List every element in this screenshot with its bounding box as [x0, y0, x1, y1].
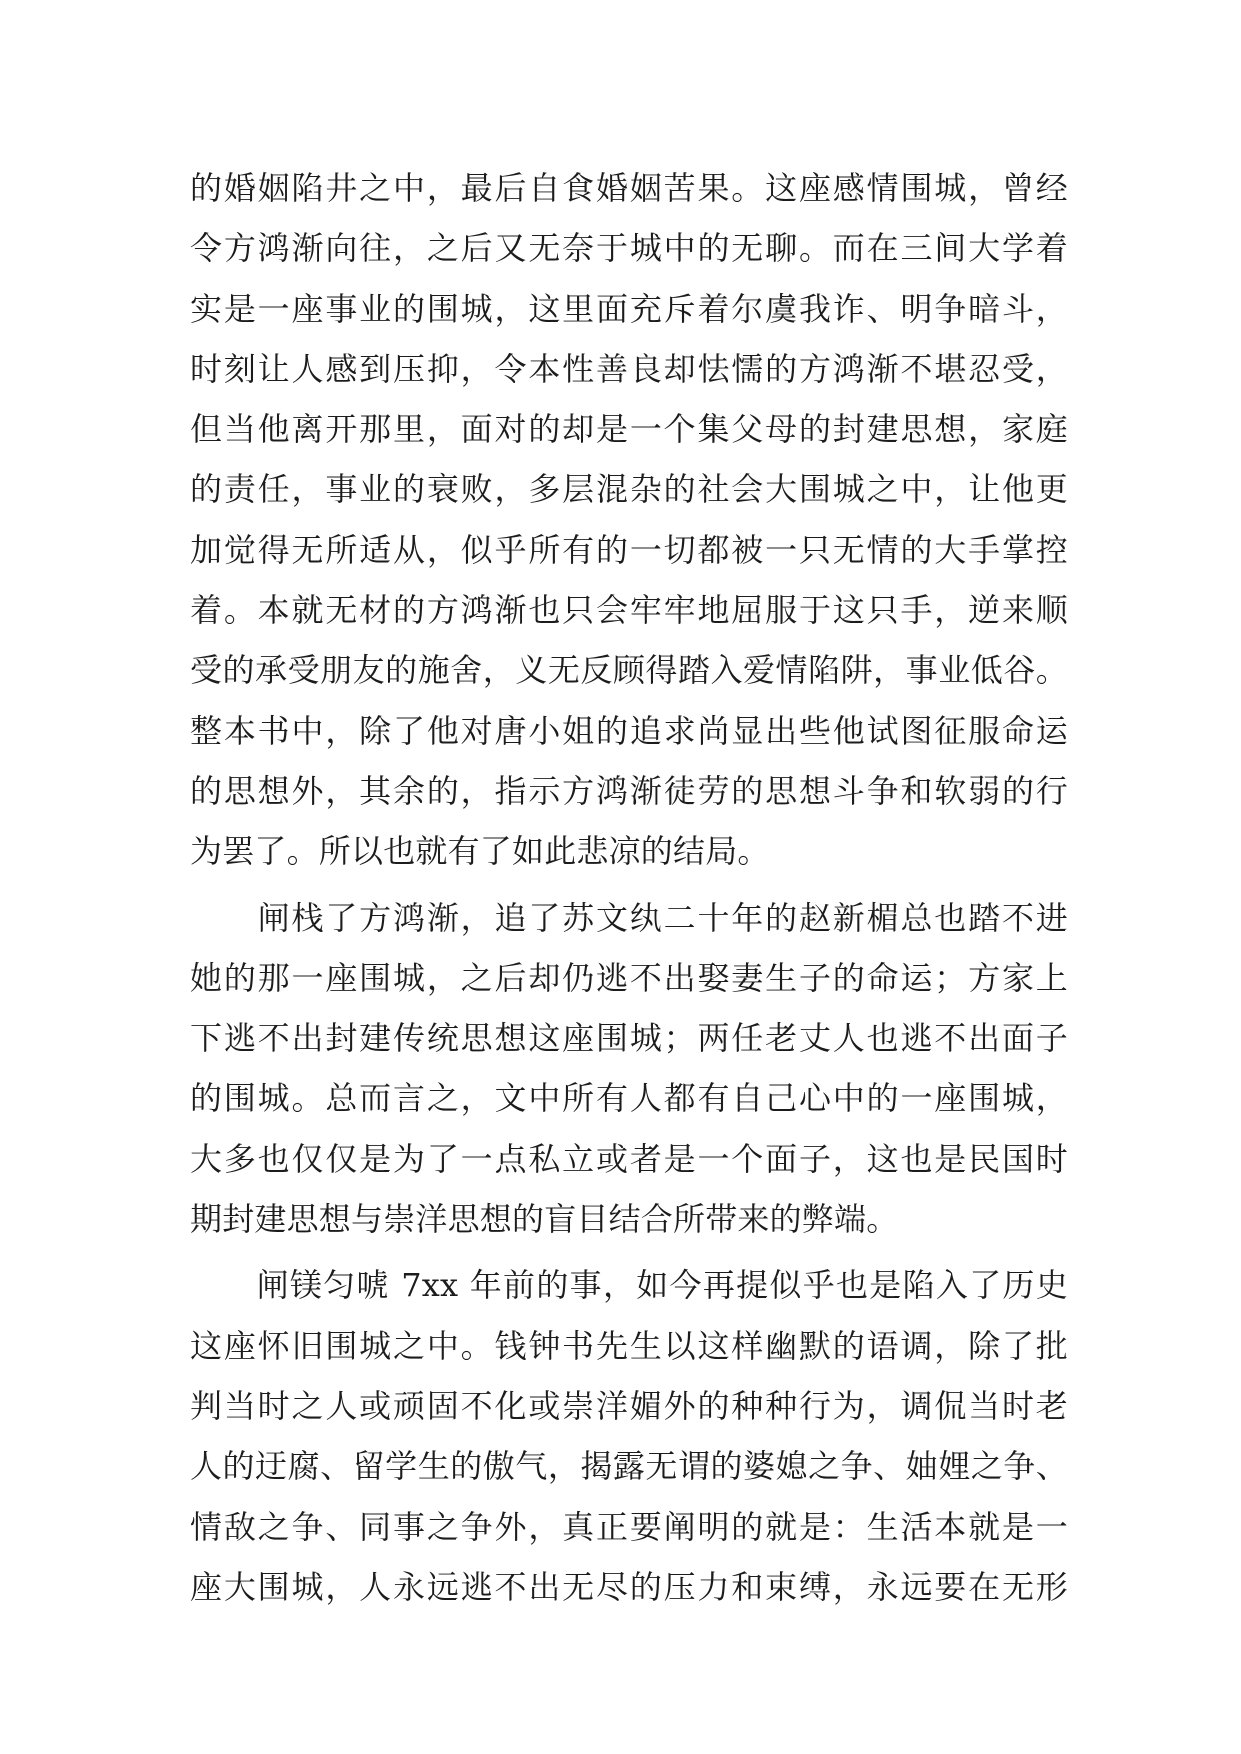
- paragraph-line: 闸栈了方鸿渐，追了苏文纨二十年的赵新楣总也踏不进: [190, 898, 1068, 937]
- paragraph-line: 大多也仅仅是为了一点私立或者是一个面子，这也是民国时: [190, 1139, 1068, 1178]
- paragraph-line: 加觉得无所适从，似乎所有的一切都被一只无情的大手掌控: [190, 530, 1068, 569]
- paragraph-line: 座大围城，人永远逃不出无尽的压力和束缚，永远要在无形: [190, 1567, 1068, 1606]
- paragraph-line: 下逃不出封建传统思想这座围城；两任老丈人也逃不出面子: [190, 1019, 1068, 1058]
- paragraph-line: 整本书中，除了他对唐小姐的追求尚显出些他试图征服命运: [190, 711, 1068, 750]
- paragraph-line: 令方鸿渐向往，之后又无奈于城中的无聊。而在三间大学着: [190, 229, 1068, 268]
- paragraph-line: 的思想外，其余的，指示方鸿渐徒劳的思想斗争和软弱的行: [190, 771, 1068, 810]
- paragraph-line: 的婚姻陷井之中，最后自食婚姻苦果。这座感情围城，曾经: [190, 169, 1068, 207]
- paragraph-line: 受的承受朋友的施舍，义无反顾得踏入爱情陷阱，事业低谷。: [190, 651, 1068, 690]
- paragraph-line: 人的迂腐、留学生的傲气，揭露无谓的婆媳之争、妯娌之争、: [190, 1447, 1068, 1486]
- paragraph-line: 她的那一座围城，之后却仍逃不出娶妻生子的命运；方家上: [190, 958, 1068, 997]
- paragraph-line: 实是一座事业的围城，这里面充斥着尔虞我诈、明争暗斗，: [190, 289, 1068, 328]
- paragraph-line: 时刻让人感到压抑，令本性善良却怯懦的方鸿渐不堪忍受，: [190, 349, 1068, 388]
- paragraph-line: 闸镁匀唬 7xx 年前的事，如今再提似乎也是陷入了历史: [190, 1266, 1068, 1305]
- document-body: [190, 158, 1068, 1617]
- paragraph-line: 但当他离开那里，面对的却是一个集父母的封建思想，家庭: [190, 410, 1068, 449]
- paragraph-3: [190, 1255, 1068, 1617]
- paragraph-line: 判当时之人或顽固不化或崇洋媚外的种种行为，调侃当时老: [190, 1386, 1068, 1425]
- paragraph-1: [190, 158, 1068, 882]
- paragraph-line: 期封建思想与崇洋思想的盲目结合所带来的弊端。: [190, 1200, 899, 1239]
- paragraph-line: 这座怀旧围城之中。钱钟书先生以这样幽默的语调，除了批: [190, 1326, 1068, 1365]
- paragraph-2: [190, 888, 1068, 1250]
- paragraph-line: 着。本就无材的方鸿渐也只会牢牢地屈服于这只手，逆来顺: [190, 591, 1068, 630]
- paragraph-line: 为罢了。所以也就有了如此悲凉的结局。: [190, 832, 770, 871]
- paragraph-line: 情敌之争、同事之争外，真正要阐明的就是：生活本就是一: [190, 1507, 1068, 1546]
- paragraph-line: 的责任，事业的衰败，多层混杂的社会大围城之中，让他更: [190, 470, 1068, 509]
- paragraph-line: 的围城。总而言之，文中所有人都有自己心中的一座围城，: [190, 1079, 1068, 1118]
